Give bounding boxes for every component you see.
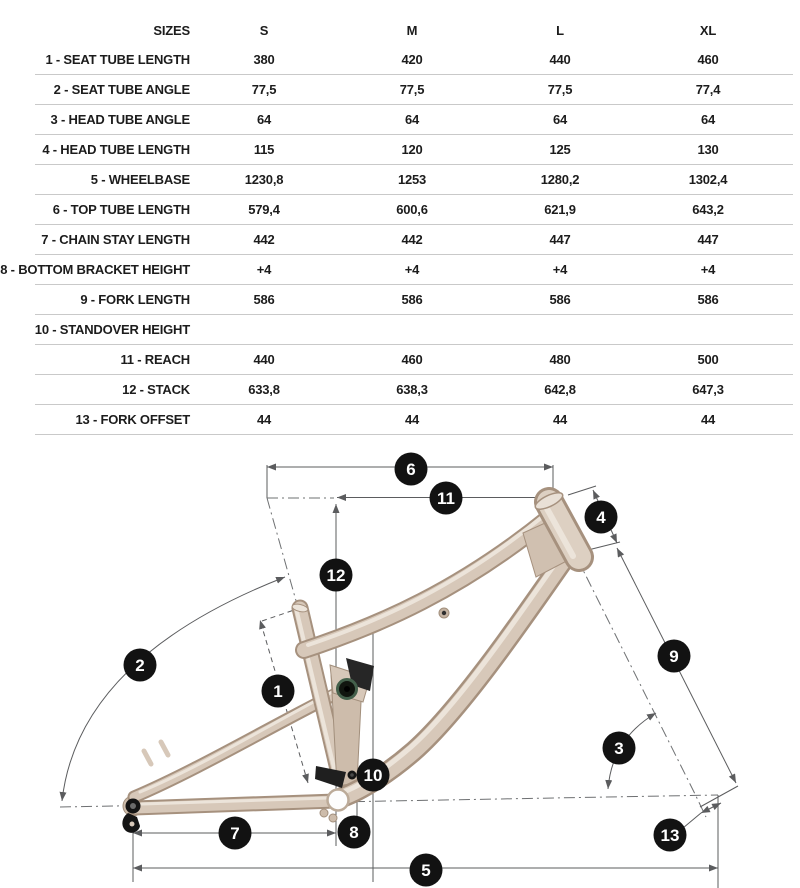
row-value: +4 (700, 261, 716, 277)
dimension-lines (60, 465, 738, 888)
callout-7 (219, 817, 252, 850)
row-label: 7 - CHAIN STAY LENGTH (41, 231, 190, 247)
svg-text:4: 4 (596, 508, 606, 527)
row-value: 440 (549, 51, 571, 67)
row-value: 633,8 (248, 381, 280, 397)
row-value: 1253 (397, 171, 427, 187)
svg-text:12: 12 (326, 566, 346, 585)
row-value: 44 (256, 411, 272, 427)
row-value: 64 (552, 111, 568, 127)
row-value: 64 (256, 111, 272, 127)
row-value: 77,4 (695, 81, 721, 97)
table-row (0, 104, 782, 134)
rear-axle (126, 799, 141, 814)
svg-text:5: 5 (421, 861, 431, 880)
main-pivot (338, 680, 357, 699)
table-row (0, 254, 782, 284)
row-value: 1302,4 (688, 171, 728, 187)
svg-text:13: 13 (660, 826, 680, 845)
table-row (0, 74, 782, 104)
row-label: 11 - REACH (120, 351, 190, 367)
row-value: 579,4 (248, 201, 280, 217)
callout-6 (395, 453, 428, 486)
frame-geometry-diagram (0, 440, 800, 888)
callout-4 (585, 501, 618, 534)
row-value: 638,3 (396, 381, 428, 397)
size-column-s: S (259, 22, 269, 38)
row-label: 8 - BOTTOM BRACKET HEIGHT (0, 261, 190, 277)
size-column-m: M (406, 22, 418, 38)
callout-5 (410, 854, 443, 887)
callout-3 (603, 732, 636, 765)
row-value: 586 (401, 291, 423, 307)
row-value: 447 (549, 231, 571, 247)
callout-9 (658, 640, 691, 673)
table-row (0, 374, 782, 404)
row-value: 460 (697, 51, 719, 67)
row-label: 10 - STANDOVER HEIGHT (34, 321, 190, 337)
row-value: 120 (401, 141, 423, 157)
bike-frame-illustration (122, 489, 580, 832)
geometry-table (0, 16, 782, 435)
row-value: 64 (700, 111, 716, 127)
row-value: 442 (253, 231, 275, 247)
row-value: 460 (401, 351, 423, 367)
row-value: 447 (697, 231, 719, 247)
row-label: 6 - TOP TUBE LENGTH (52, 201, 190, 217)
row-value: 642,8 (544, 381, 576, 397)
svg-text:1: 1 (273, 682, 283, 701)
svg-text:2: 2 (135, 656, 145, 675)
row-value: +4 (552, 261, 568, 277)
row-label: 4 - HEAD TUBE LENGTH (42, 141, 190, 157)
svg-text:10: 10 (363, 766, 383, 785)
row-value: 77,5 (399, 81, 425, 97)
row-value: 1280,2 (540, 171, 580, 187)
row-value: 77,5 (547, 81, 573, 97)
row-label: 1 - SEAT TUBE LENGTH (45, 51, 190, 67)
row-value: 44 (700, 411, 716, 427)
callout-11 (430, 482, 463, 515)
table-row (0, 344, 782, 374)
row-value: 647,3 (692, 381, 724, 397)
svg-text:8: 8 (349, 823, 359, 842)
table-row (0, 194, 782, 224)
size-column-l: L (556, 22, 564, 38)
row-label: 5 - WHEELBASE (90, 171, 190, 187)
callout-8 (338, 816, 371, 849)
svg-text:3: 3 (614, 739, 624, 758)
callout-layer (124, 453, 691, 887)
row-value: 64 (404, 111, 420, 127)
sizes-header-label: SIZES (153, 22, 190, 38)
row-value: 1230,8 (244, 171, 284, 187)
row-value: 380 (253, 51, 275, 67)
table-row (0, 44, 782, 74)
row-label: 12 - STACK (122, 381, 190, 397)
row-value: 44 (552, 411, 568, 427)
table-row (0, 224, 782, 254)
table-row (0, 404, 782, 434)
table-row (0, 164, 782, 194)
svg-text:7: 7 (230, 824, 240, 843)
size-column-xl: XL (699, 22, 717, 38)
row-value: 440 (253, 351, 275, 367)
row-value: 500 (697, 351, 719, 367)
row-label: 3 - HEAD TUBE ANGLE (50, 111, 190, 127)
row-value: 115 (253, 141, 275, 157)
svg-text:11: 11 (437, 489, 455, 508)
svg-text:9: 9 (669, 647, 679, 666)
row-label: 2 - SEAT TUBE ANGLE (53, 81, 190, 97)
row-value: 44 (404, 411, 420, 427)
row-value: +4 (404, 261, 420, 277)
callout-12 (320, 559, 353, 592)
table-row (0, 134, 782, 164)
row-value: +4 (256, 261, 272, 277)
row-value: 586 (697, 291, 719, 307)
brake-mount-posts (144, 742, 168, 764)
row-value: 130 (697, 141, 719, 157)
callout-1 (262, 675, 295, 708)
row-value: 77,5 (251, 81, 277, 97)
table-header-row (0, 16, 782, 44)
table-row (0, 284, 782, 314)
row-value: 621,9 (544, 201, 576, 217)
row-label: 13 - FORK OFFSET (75, 411, 190, 427)
callout-10 (357, 759, 390, 792)
row-value: 480 (549, 351, 571, 367)
row-label: 9 - FORK LENGTH (80, 291, 190, 307)
svg-text:6: 6 (406, 460, 416, 479)
chain-stay (134, 798, 336, 808)
row-value: 586 (253, 291, 275, 307)
row-value: 643,2 (692, 201, 724, 217)
row-value: 442 (401, 231, 423, 247)
seat-stay (134, 687, 344, 797)
geometry-table-body (0, 44, 782, 435)
callout-13 (654, 819, 687, 852)
row-value: 586 (549, 291, 571, 307)
table-row (0, 314, 782, 344)
row-value: 420 (401, 51, 423, 67)
seat-angle-arc (62, 577, 285, 801)
callout-2 (124, 649, 157, 682)
row-value: 125 (549, 141, 571, 157)
row-value: 600,6 (396, 201, 428, 217)
